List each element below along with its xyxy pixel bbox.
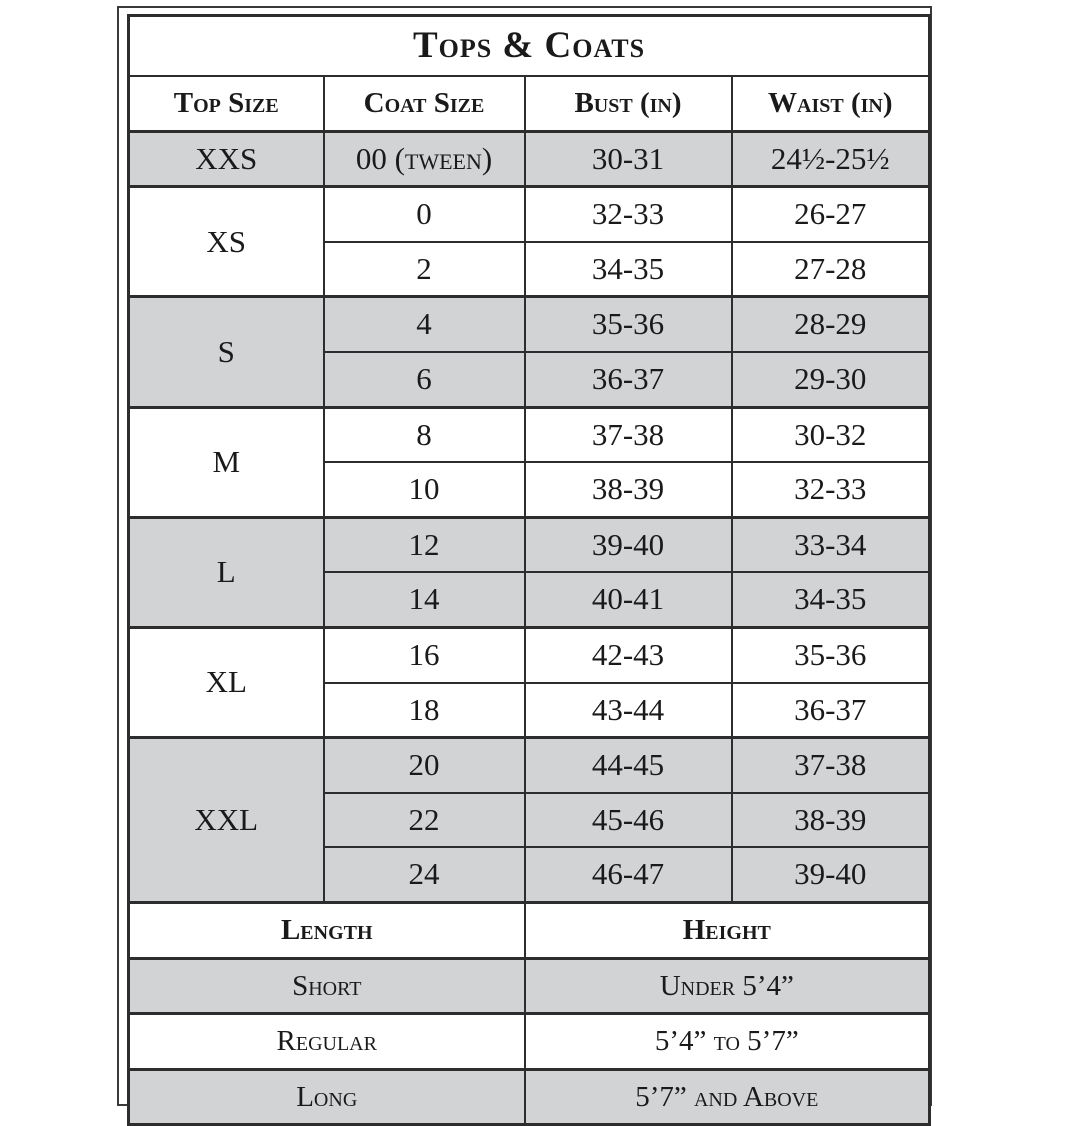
waist-cell: 28-29 [732,297,930,352]
length-cell: Regular [129,1014,525,1070]
bust-cell: 45-46 [525,793,732,848]
coat-size-cell: 22 [324,793,525,848]
table-row [129,407,930,462]
tops-coats-size-table [127,14,931,1126]
bust-cell: 36-37 [525,352,732,407]
waist-cell: 26-27 [732,187,930,242]
table-row [129,958,930,1014]
table-row [129,131,930,187]
waist-cell: 33-34 [732,517,930,572]
waist-cell: 34-35 [732,572,930,627]
waist-cell: 35-36 [732,627,930,682]
bust-cell: 37-38 [525,407,732,462]
table-row [129,1014,930,1070]
coat-size-cell: 16 [324,627,525,682]
bust-cell: 44-45 [525,738,732,793]
coat-size-cell: 2 [324,242,525,297]
coat-size-cell: 12 [324,517,525,572]
coat-size-cell: 14 [324,572,525,627]
table-row [129,297,930,352]
waist-cell: 29-30 [732,352,930,407]
coat-size-cell: 00 (tween) [324,131,525,187]
length-height-header-row [129,902,930,958]
table-row [129,187,930,242]
bust-cell: 43-44 [525,683,732,738]
coat-size-cell: 10 [324,462,525,517]
waist-cell: 32-33 [732,462,930,517]
coat-size-cell: 4 [324,297,525,352]
coat-size-cell: 24 [324,847,525,902]
col-header-top-size: Top Size [129,76,324,131]
table-row [129,738,930,793]
waist-cell: 38-39 [732,793,930,848]
top-size-cell: M [129,407,324,517]
waist-cell: 24½-25½ [732,131,930,187]
coat-size-cell: 8 [324,407,525,462]
waist-cell: 39-40 [732,847,930,902]
table-row [129,517,930,572]
col-header-coat-size: Coat Size [324,76,525,131]
height-header: Height [525,902,930,958]
top-size-cell: S [129,297,324,407]
table-title: Tops & Coats [412,24,646,66]
table-row [129,627,930,682]
table-row [129,1069,930,1125]
waist-cell: 36-37 [732,683,930,738]
waist-cell: 37-38 [732,738,930,793]
bust-cell: 30-31 [525,131,732,187]
bust-cell: 38-39 [525,462,732,517]
bust-cell: 34-35 [525,242,732,297]
bust-cell: 40-41 [525,572,732,627]
top-size-cell: XL [129,627,324,737]
waist-cell: 27-28 [732,242,930,297]
waist-cell: 30-32 [732,407,930,462]
length-header: Length [129,902,525,958]
bust-cell: 42-43 [525,627,732,682]
table-title-row [129,16,930,77]
coat-size-cell: 18 [324,683,525,738]
top-size-cell: L [129,517,324,627]
top-size-cell: XXL [129,738,324,903]
top-size-cell: XS [129,187,324,297]
coat-size-cell: 20 [324,738,525,793]
height-cell: 5’4” to 5’7” [525,1014,930,1070]
bust-cell: 46-47 [525,847,732,902]
coat-size-cell: 6 [324,352,525,407]
height-cell: 5’7” and Above [525,1069,930,1125]
col-header-bust: Bust (in) [525,76,732,131]
length-cell: Long [129,1069,525,1125]
bust-cell: 35-36 [525,297,732,352]
column-header-row [129,76,930,131]
col-header-waist: Waist (in) [732,76,930,131]
coat-size-cell: 0 [324,187,525,242]
height-cell: Under 5’4” [525,958,930,1014]
bust-cell: 39-40 [525,517,732,572]
bust-cell: 32-33 [525,187,732,242]
length-cell: Short [129,958,525,1014]
top-size-cell: XXS [129,131,324,187]
